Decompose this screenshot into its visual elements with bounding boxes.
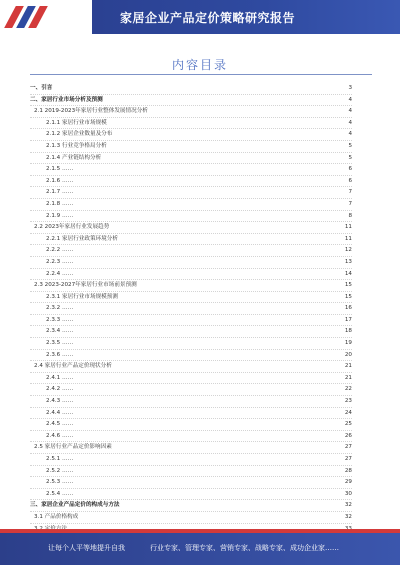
toc-entry[interactable] [30,199,352,211]
toc-entry-text: 2.1.6 …… [46,176,75,187]
toc-entry[interactable] [30,338,352,350]
toc-entry[interactable] [30,396,352,408]
toc-entry-text: 2.1.7 …… [46,187,75,198]
toc-entry-page: 17 [343,315,352,326]
toc-entry-page: 32 [343,500,352,511]
toc-entry-page: 6 [346,164,352,175]
toc-entry-page: 13 [343,257,352,268]
toc-entry-page: 16 [343,303,352,314]
toc-entry-page: 26 [343,431,352,442]
toc-entry-page: 19 [343,338,352,349]
toc-entry-text: 2.1.3 行业竞争格局分析 [46,141,109,152]
toc-entry-page: 23 [343,396,352,407]
toc-entry[interactable] [30,141,352,153]
toc-entry[interactable] [30,303,352,315]
toc-entry-text: 2.3.6 …… [46,350,75,361]
toc-entry-page: 4 [346,118,352,129]
toc-entry-page: 30 [343,489,352,500]
toc-entry-text: 2.1.1 家居行业市场规模 [46,118,109,129]
toc-entry-text: 2.4 家居行业产品定价现状分析 [34,361,114,372]
toc-entry-text: 3.1 产品价格构成 [34,512,80,523]
toc-entry-text: 2.2.4 …… [46,269,75,280]
toc-entry[interactable] [30,361,352,373]
toc-entry[interactable] [30,234,352,246]
toc-entry[interactable] [30,350,352,362]
toc-entry[interactable] [30,512,352,524]
toc-entry-page: 27 [343,442,352,453]
toc-entry-page: 21 [343,361,352,372]
toc-entry-text: 2.4.6 …… [46,431,75,442]
toc-entry[interactable] [30,500,352,512]
toc-entry-page: 8 [346,211,352,222]
toc-entry-page: 3 [346,83,352,94]
toc-entry-page: 28 [343,466,352,477]
toc-entry-page: 4 [346,129,352,140]
footer-slogan: 让每个人平等地提升自我 [48,544,125,552]
toc-entry[interactable] [30,269,352,281]
toc-entry[interactable] [30,315,352,327]
toc-entry-text: 二、家居行业市场分析及预测 [30,95,105,106]
toc-entry-text: 2.3.5 …… [46,338,75,349]
toc-entry-page: 5 [346,141,352,152]
toc-entry-page: 11 [343,222,352,233]
toc-entry-text: 2.3.3 …… [46,315,75,326]
toc-entry[interactable] [30,419,352,431]
toc-entry-text: 2.2.3 …… [46,257,75,268]
header-banner [0,0,400,34]
toc-entry-text: 2.3.4 …… [46,326,75,337]
toc-entry-page: 15 [343,292,352,303]
toc-entry-text: 2.4.5 …… [46,419,75,430]
toc-entry-page: 12 [343,245,352,256]
toc-entry[interactable] [30,118,352,130]
toc-entry-text: 2.1 2019-2023年家居行业整体发展情况分析 [34,106,150,117]
toc-entry-text: 2.1.2 家居企业数量及分布 [46,129,114,140]
toc-entry-text: 2.5.4 …… [46,489,75,500]
toc-entry-page: 20 [343,350,352,361]
toc-entry-text: 2.1.5 …… [46,164,75,175]
toc-entry-page: 15 [343,280,352,291]
toc-entry-text: 2.2.1 家居行业政策环境分析 [46,234,120,245]
toc-entry[interactable] [30,384,352,396]
toc-entry[interactable] [30,83,352,95]
toc-entry-page: 4 [346,106,352,117]
logo-stripes [0,0,92,34]
toc-entry-text: 2.5.3 …… [46,477,75,488]
toc-entry[interactable] [30,257,352,269]
toc-heading: 内容目录 [171,58,228,72]
toc-entry-text: 2.4.1 …… [46,373,75,384]
toc-entry[interactable] [30,431,352,443]
toc-entry-page: 27 [343,454,352,465]
toc-entry[interactable] [30,489,352,501]
toc-entry-text: 2.1.8 …… [46,199,75,210]
toc-entry-page: 24 [343,408,352,419]
footer-red-stripe [0,529,400,533]
toc-entry-page: 7 [346,187,352,198]
table-of-contents [30,83,352,547]
toc-entry-page: 32 [343,512,352,523]
toc-entry-page: 5 [346,153,352,164]
toc-entry-text: 2.3.1 家居行业市场规模预测 [46,292,120,303]
toc-entry-page: 18 [343,326,352,337]
toc-entry[interactable] [30,129,352,141]
toc-entry[interactable] [30,326,352,338]
toc-entry-page: 4 [346,95,352,106]
toc-entry[interactable] [30,95,352,107]
toc-entry[interactable] [30,222,352,234]
toc-entry[interactable] [30,408,352,420]
footer-roles: 行业专家、管理专家、营销专家、战略专家、成功企业家…… [150,544,339,552]
toc-entry[interactable] [30,373,352,385]
toc-entry-text: 2.3.2 …… [46,303,75,314]
toc-entry-text: 2.4.2 …… [46,384,75,395]
toc-entry-text: 2.2.2 …… [46,245,75,256]
toc-entry[interactable] [30,245,352,257]
toc-entry[interactable] [30,153,352,165]
toc-entry[interactable] [30,466,352,478]
toc-entry-text: 2.3 2023-2027年家居行业市场前景预测 [34,280,139,291]
footer-band [0,533,400,565]
toc-entry[interactable] [30,280,352,292]
toc-entry[interactable] [30,176,352,188]
toc-entry-text: 2.5 家居行业产品定价影响因素 [34,442,114,453]
toc-entry[interactable] [30,106,352,118]
toc-entry-text: 2.4.4 …… [46,408,75,419]
toc-entry-text: 2.2 2023年家居行业发展趋势 [34,222,111,233]
toc-entry[interactable] [30,454,352,466]
toc-entry-page: 7 [346,199,352,210]
report-title: 家居企业产品定价策略研究报告 [120,11,296,25]
toc-entry-page: 21 [343,373,352,384]
toc-entry-page: 25 [343,419,352,430]
toc-entry[interactable] [30,292,352,304]
toc-entry-page: 14 [343,269,352,280]
toc-entry-text: 2.5.2 …… [46,466,75,477]
toc-entry-text: 三、家居企业产品定价的构成与方法 [30,500,122,511]
toc-entry-page: 6 [346,176,352,187]
toc-entry[interactable] [30,211,352,223]
toc-entry-text: 2.5.1 …… [46,454,75,465]
toc-entry[interactable] [30,477,352,489]
toc-entry-page: 11 [343,234,352,245]
toc-entry-text: 2.1.4 产业链结构分析 [46,153,103,164]
toc-entry-text: 2.4.3 …… [46,396,75,407]
toc-entry[interactable] [30,187,352,199]
toc-entry-text: 2.1.9 …… [46,211,75,222]
toc-entry-page: 29 [343,477,352,488]
toc-entry[interactable] [30,442,352,454]
toc-entry-page: 22 [343,384,352,395]
toc-entry[interactable] [30,164,352,176]
toc-entry-text: 一、引言 [30,83,54,94]
toc-divider [30,74,372,75]
